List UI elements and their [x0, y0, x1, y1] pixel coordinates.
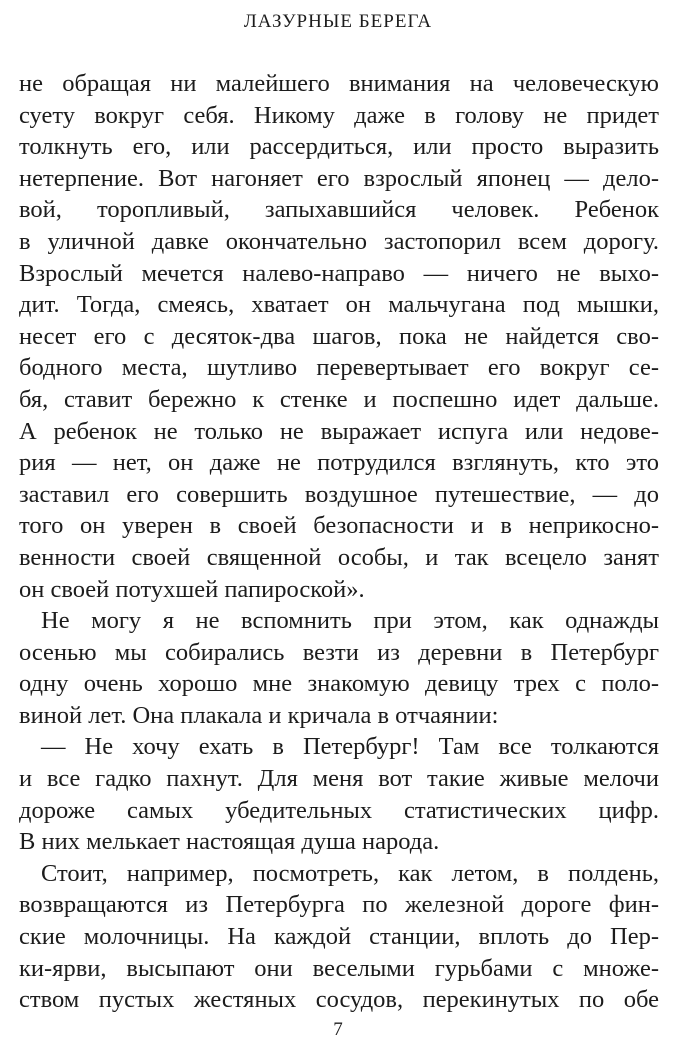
running-header: ЛАЗУРНЫЕ БЕРЕГА: [243, 11, 433, 32]
page-number: 7: [333, 1019, 343, 1040]
text-line: того он уверен в своей безопасности и в неприкосно-: [19, 512, 659, 540]
text-line: ские молочницы. На каждой станции, вплоть до Пер-: [19, 923, 659, 951]
text-line: несет его с десяток-два шагов, пока не найдется сво-: [19, 322, 659, 350]
text-line: он своей потухшей папироской».: [19, 575, 365, 603]
text-line: А ребенок не только не выражает испуга или недове-: [19, 417, 659, 445]
text-line: вой, торопливый, запыхавшийся человек. Ребенок: [19, 196, 659, 224]
text-line: виной лет. Она плакала и кричала в отчаянии:: [19, 701, 499, 729]
text-line: рия — нет, он даже не потрудился взглянуть, кто это: [19, 449, 659, 477]
text-line: ством пустых жестяных сосудов, перекинутых по обе: [19, 986, 659, 1014]
text-line: бодного места, шутливо перевертывает его вокруг се-: [19, 354, 659, 382]
text-line: толкнуть его, или рассердиться, или просто выразить: [19, 133, 659, 161]
text-line: суету вокруг себя. Никому даже в голову не придет: [19, 101, 659, 129]
text-line: Взрослый мечется налево-направо — ничего не выхо-: [19, 259, 659, 287]
text-line: в уличной давке окончательно застопорил всем дорогу.: [19, 227, 659, 255]
text-line: и все гадко пахнут. Для меня вот такие живые мелочи: [19, 765, 659, 793]
text-line: В них мелькает настоящая душа народа.: [19, 828, 440, 856]
text-line: осенью мы собирались везти из деревни в Петербург: [19, 638, 659, 666]
text-line: возвращаются из Петербурга по железной дороге фин-: [19, 891, 659, 919]
text-line: бя, ставит бережно к стенке и поспешно идет дальше.: [19, 385, 659, 413]
text-line: заставил его совершить воздушное путешествие, — до: [19, 480, 659, 508]
text-line: венности своей священной особы, и так всецело занят: [19, 543, 659, 571]
text-line: нетерпение. Вот нагоняет его взрослый японец — дело-: [19, 164, 659, 192]
text-line: дороже самых убедительных статистических цифр.: [19, 796, 659, 824]
text-line: дит. Тогда, смеясь, хватает он мальчугана под мышки,: [19, 291, 659, 319]
body-text: [19, 68, 659, 1016]
dialogue-line: — Не хочу ехать в Петербург! Там все толкаются: [41, 733, 659, 761]
text-line: одну очень хорошо мне знакомую девицу трех с поло-: [19, 670, 659, 698]
text-line: ки-ярви, высыпают они веселыми гурьбами с множе-: [19, 954, 659, 982]
text-line: не обращая ни малейшего внимания на человеческую: [19, 70, 659, 97]
paragraph-first-line: Не могу я не вспомнить при этом, как однажды: [41, 607, 659, 635]
paragraph-first-line: Стоит, например, посмотреть, как летом, в полдень,: [41, 859, 659, 887]
